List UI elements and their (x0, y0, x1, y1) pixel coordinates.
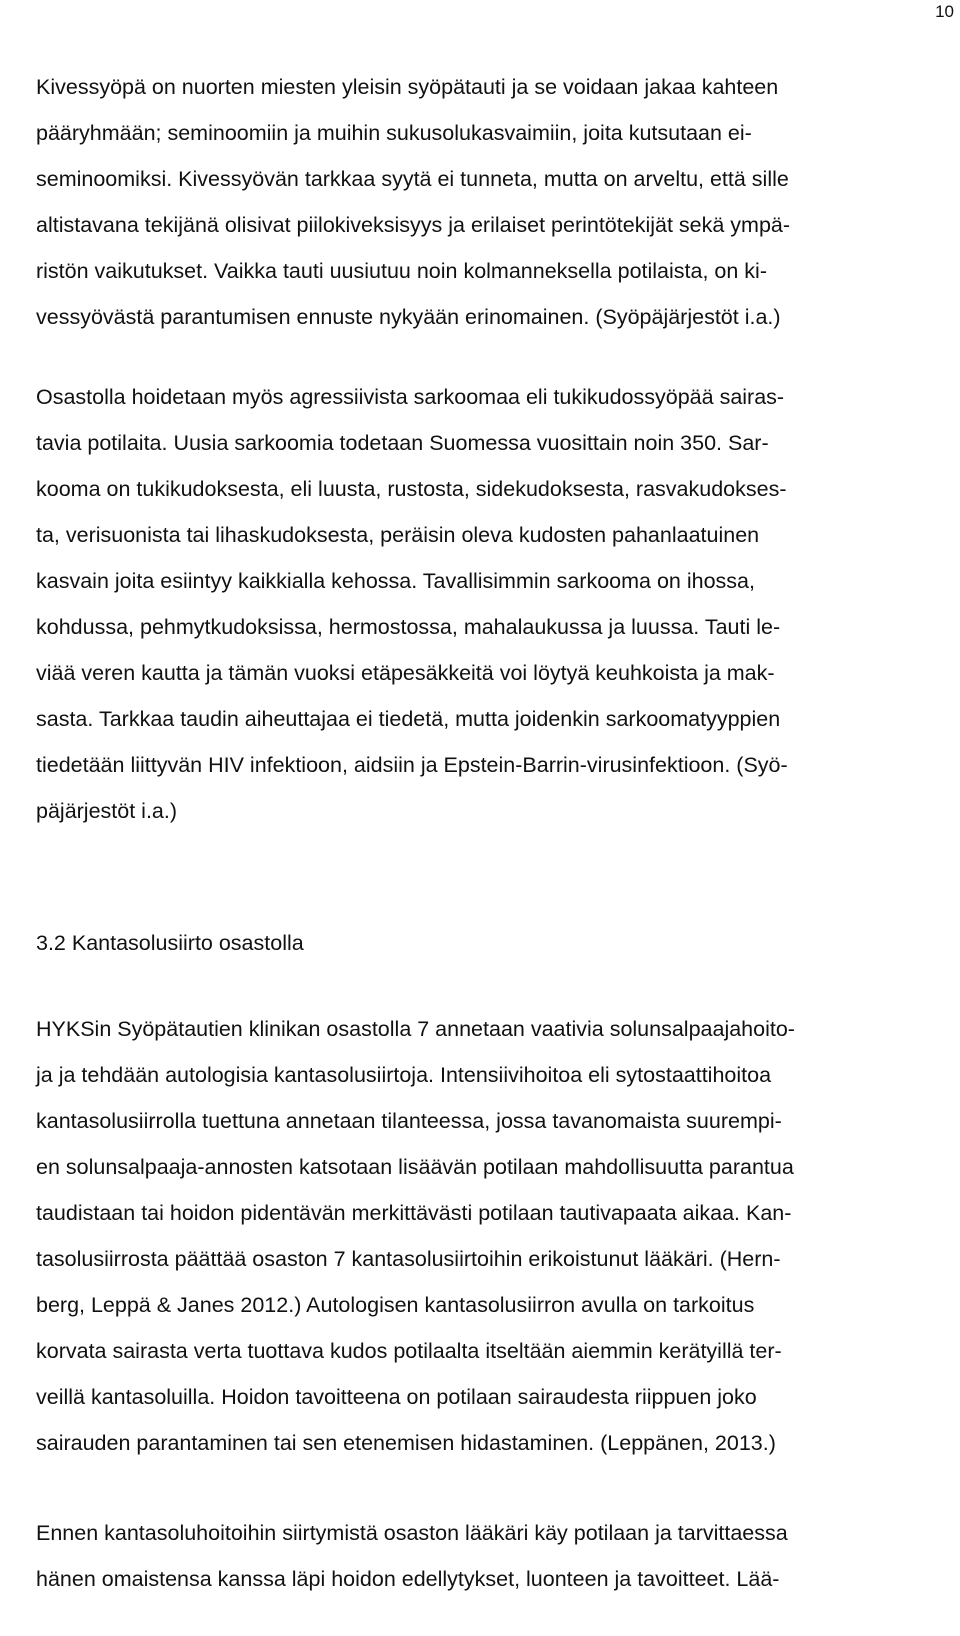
text-line: seminoomiksi. Kivessyövän tarkkaa syytä ei tunneta, mutta on arveltu, että sille (36, 167, 789, 191)
text-line: tavia potilaita. Uusia sarkoomia todetaan Suomessa vuosittain noin 350. Sar- (36, 431, 769, 455)
text-line: tiedetään liittyvän HIV infektioon, aidsiin ja Epstein-Barrin-virusinfektioon. (Syö- (36, 753, 788, 777)
document-body (36, 64, 918, 1602)
text-line: pääryhmään; seminoomiin ja muihin sukusolukasvaimiin, joita kutsutaan ei- (36, 121, 752, 145)
text-line: ristön vaikutukset. Vaikka tauti uusiutuu noin kolmanneksella potilaista, on ki- (36, 259, 767, 283)
text-line: en solunsalpaaja-annosten katsotaan lisäävän potilaan mahdollisuutta parantua (36, 1155, 794, 1179)
text-line: Ennen kantasoluhoitoihin siirtymistä osaston lääkäri käy potilaan ja tarvittaessa (36, 1521, 788, 1545)
text-line: taudistaan tai hoidon pidentävän merkittävästi potilaan tautivapaata aikaa. Kan- (36, 1201, 792, 1225)
text-line: veillä kantasoluilla. Hoidon tavoitteena on potilaan sairaudesta riippuen joko (36, 1385, 757, 1409)
text-line: sairauden parantaminen tai sen etenemisen hidastaminen. (Leppänen, 2013.) (36, 1431, 776, 1455)
text-line: ta, verisuonista tai lihaskudoksesta, peräisin oleva kudosten pahanlaatuinen (36, 523, 760, 547)
paragraph-sarcoma (36, 374, 918, 834)
text-line: korvata sairasta verta tuottava kudos potilaalta itseltään aiemmin kerätyillä ter- (36, 1339, 782, 1363)
text-line: berg, Leppä & Janes 2012.) Autologisen kantasolusiirron avulla on tarkoitus (36, 1293, 755, 1317)
text-line: tasolusiirrosta päättää osaston 7 kantasolusiirtoihin erikoistunut lääkäri. (Hern- (36, 1247, 781, 1271)
paragraph-before-treatment (36, 1510, 918, 1602)
text-line: vessyövästä parantumisen ennuste nykyään erinomainen. (Syöpäjärjestöt i.a.) (36, 305, 781, 329)
text-line: altistavana tekijänä olisivat piilokiveksisyys ja erilaiset perintötekijät sekä ympä- (36, 213, 791, 237)
text-line: kasvain joita esiintyy kaikkialla kehossa. Tavallisimmin sarkooma on ihossa, (36, 569, 755, 593)
text-line: Kivessyöpä on nuorten miesten yleisin syöpätauti ja se voidaan jakaa kahteen (36, 75, 779, 99)
section-heading: 3.2 Kantasolusiirto osastolla (36, 931, 304, 955)
text-line: HYKSin Syöpätautien klinikan osastolla 7 annetaan vaativia solunsalpaajahoito- (36, 1017, 795, 1041)
text-line: päjärjestöt i.a.) (36, 799, 178, 823)
page-number: 10 (935, 2, 954, 21)
text-line: Osastolla hoidetaan myös agressiivista sarkoomaa eli tukikudossyöpää sairas- (36, 385, 785, 409)
text-line: hänen omaistensa kanssa läpi hoidon edellytykset, luonteen ja tavoitteet. Lää- (36, 1567, 780, 1591)
text-line: kooma on tukikudoksesta, eli luusta, rustosta, sidekudoksesta, rasvakudokses- (36, 477, 787, 501)
paragraph-stem-cell-transplant (36, 1006, 918, 1466)
paragraph-testicular-cancer (36, 64, 918, 340)
text-line: kantasolusiirrolla tuettuna annetaan tilanteessa, jossa tavanomaista suurempi- (36, 1109, 782, 1133)
text-line: kohdussa, pehmytkudoksissa, hermostossa, mahalaukussa ja luussa. Tauti le- (36, 615, 781, 639)
text-line: ja ja tehdään autologisia kantasolusiirtoja. Intensiivihoitoa eli sytostaattihoitoa (36, 1063, 772, 1087)
text-line: viää veren kautta ja tämän vuoksi etäpesäkkeitä voi löytyä keuhkoista ja mak- (36, 661, 775, 685)
text-line: sasta. Tarkkaa taudin aiheuttajaa ei tiedetä, mutta joidenkin sarkoomatyyppien (36, 707, 781, 731)
